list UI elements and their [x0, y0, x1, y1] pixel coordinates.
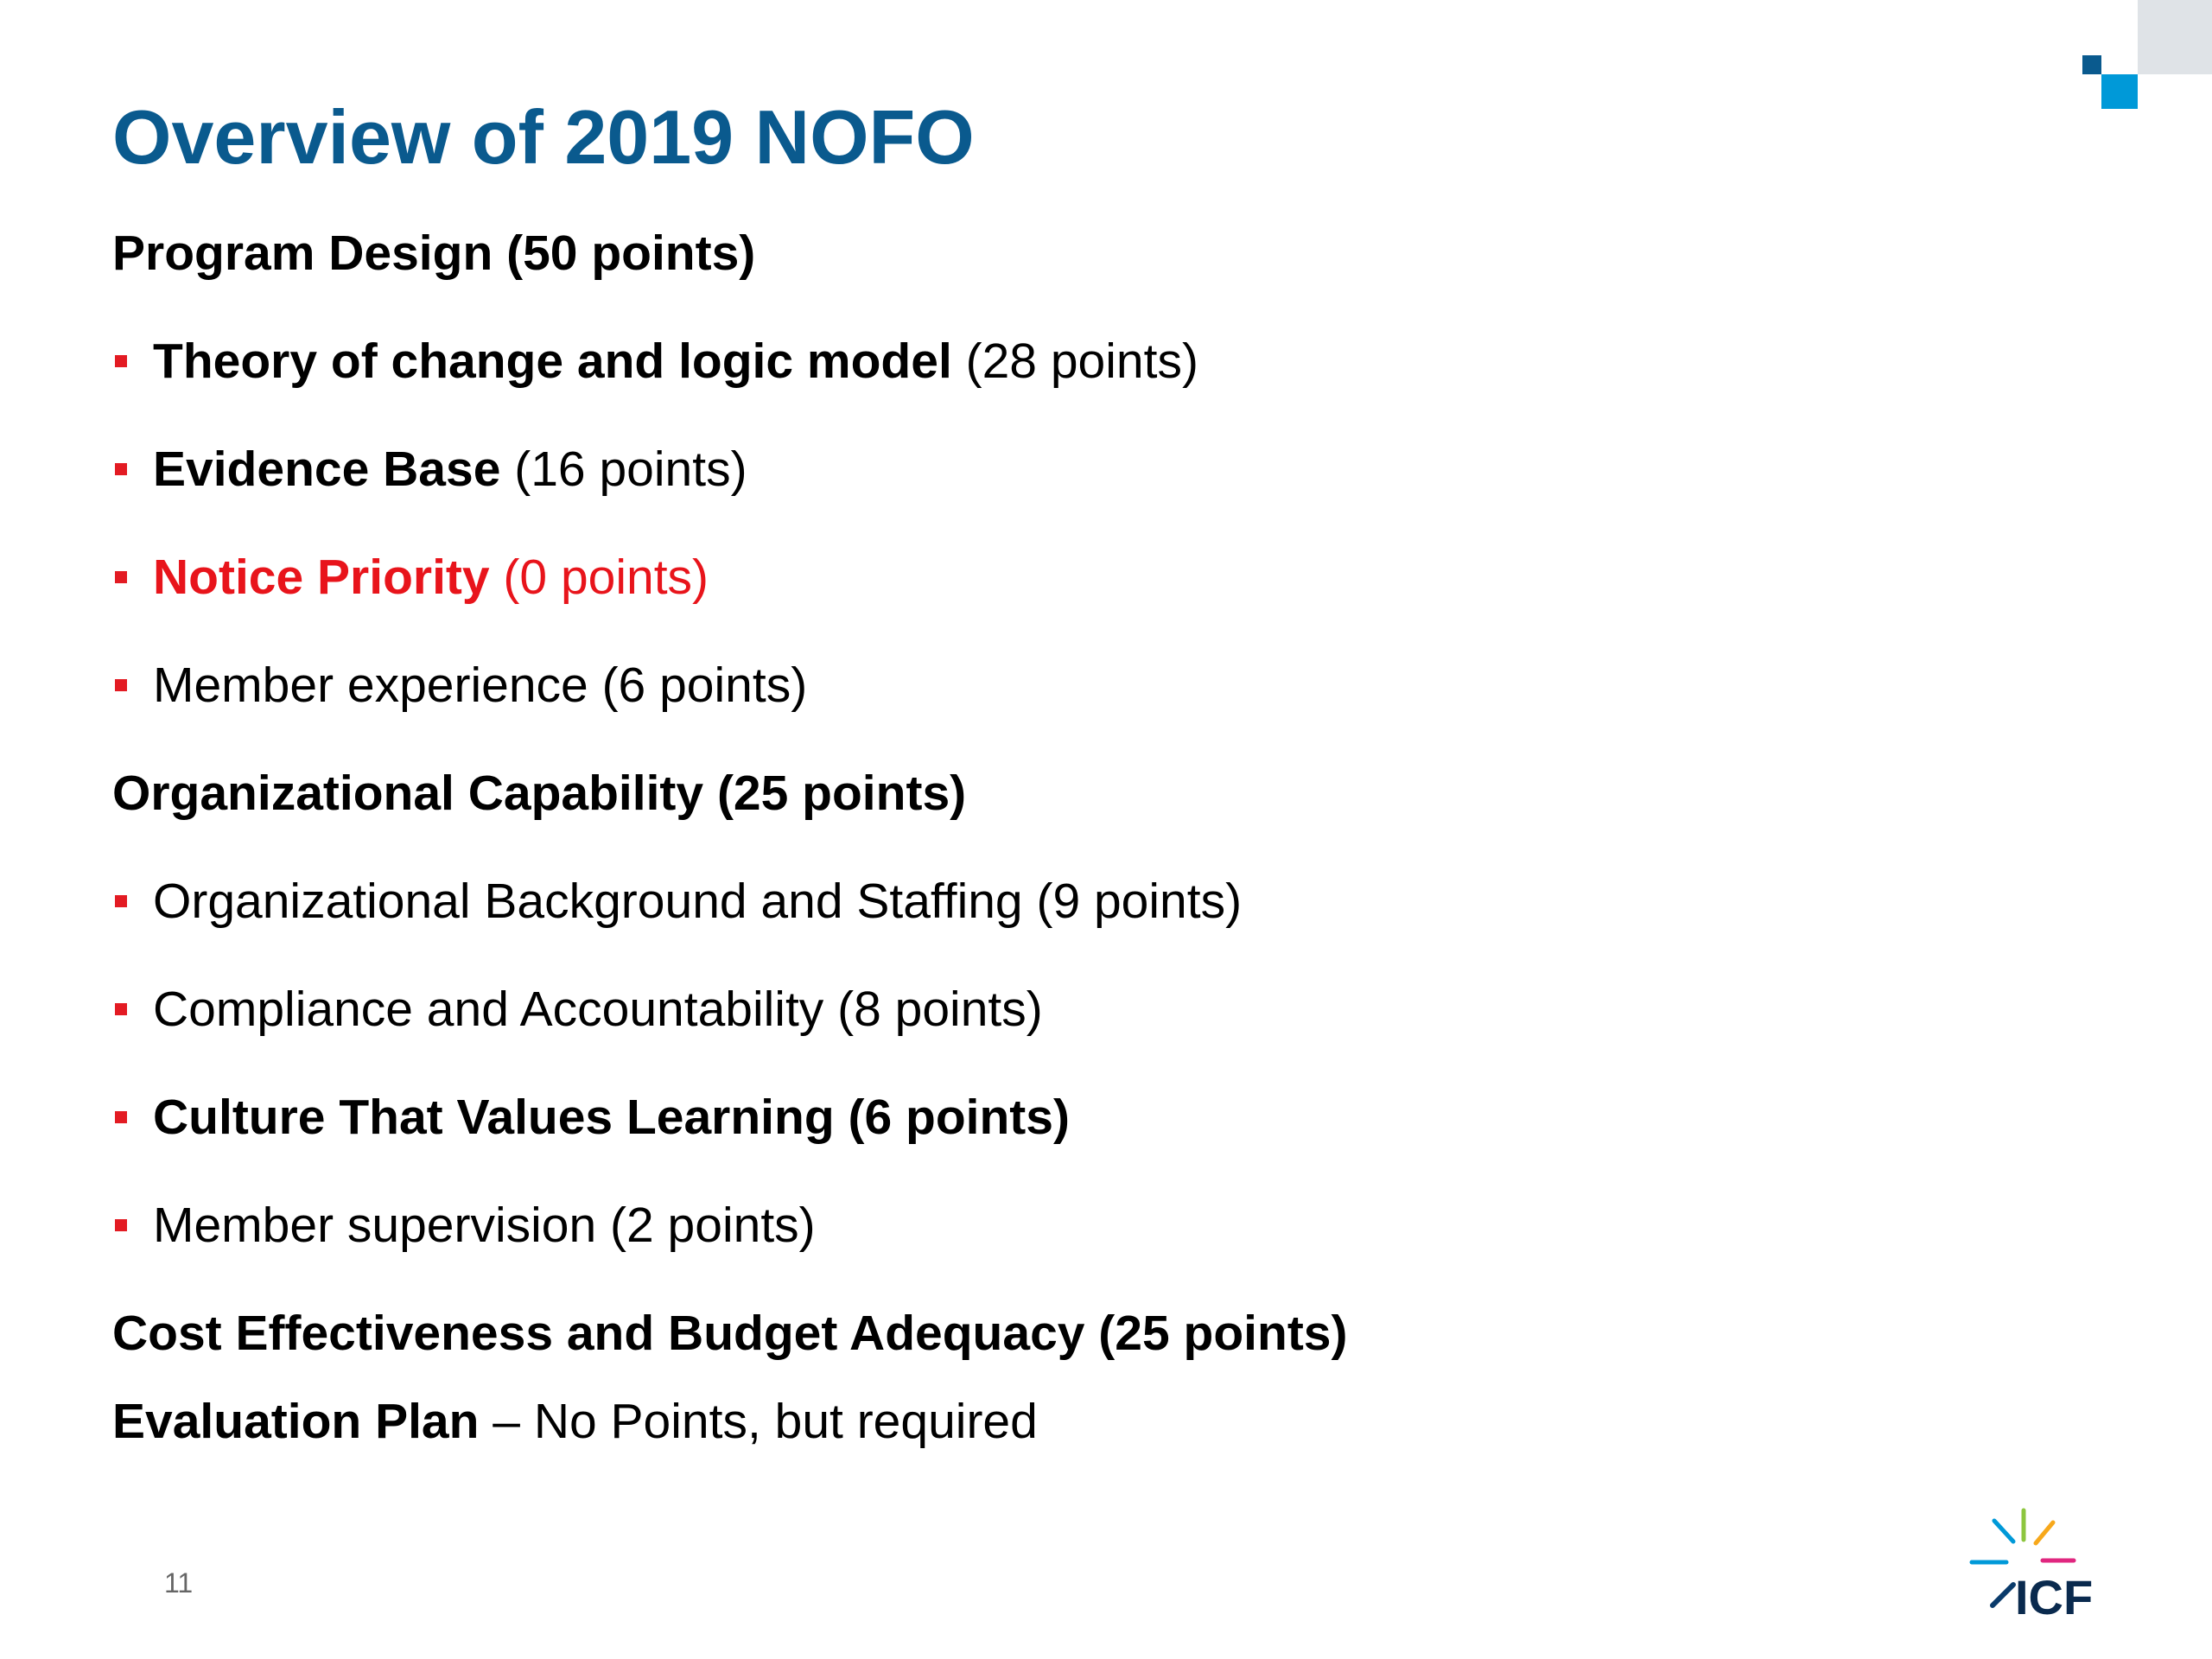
list-item: [153, 982, 1043, 1037]
item-name: Theory of change and logic model: [153, 334, 952, 389]
list-item: [153, 334, 1198, 389]
item-name: Compliance and Accountability (8 points): [153, 982, 1043, 1037]
item-points: (16 points): [500, 442, 747, 497]
list-item: [153, 442, 747, 497]
item-points: (0 points): [489, 550, 709, 605]
icf-burst-logo-icon: [1968, 1503, 2124, 1624]
corner-decoration-icon: [2074, 0, 2212, 112]
list-item: [153, 874, 1243, 929]
item-name: Organizational Background and Staffing (9 points): [153, 874, 1243, 929]
list-item: [153, 1198, 816, 1253]
section-cost-effectiveness: Cost Effectiveness and Budget Adequacy (25 points): [112, 1306, 1348, 1361]
bullet-icon: [115, 571, 127, 583]
list-item: [153, 1090, 1070, 1145]
page-title: Overview of 2019 NOFO: [112, 94, 975, 180]
list-item: [153, 550, 709, 605]
bullet-icon: [115, 355, 127, 367]
item-name: Notice Priority: [153, 550, 490, 605]
bullet-icon: [115, 895, 127, 907]
bullet-icon: [115, 1219, 127, 1231]
section-label: Evaluation Plan: [112, 1394, 480, 1449]
section-suffix: – No Points, but required: [479, 1394, 1038, 1449]
list-item: [153, 658, 808, 713]
item-name: Culture That Values Learning (6 points): [153, 1090, 1070, 1145]
item-points: (28 points): [951, 334, 1198, 389]
section-program-design: Program Design (50 points): [112, 226, 756, 281]
section-organizational-capability: Organizational Capability (25 points): [112, 766, 967, 821]
item-name: Evidence Base: [153, 442, 501, 497]
section-evaluation-plan: [112, 1394, 1038, 1449]
logo-text: ICF: [2015, 1570, 2094, 1624]
item-name: Member supervision (2 points): [153, 1198, 816, 1253]
bullet-icon: [115, 1111, 127, 1123]
bullet-icon: [115, 1003, 127, 1015]
bullet-icon: [115, 463, 127, 475]
page-number: 11: [164, 1567, 194, 1599]
item-name: Member experience (6 points): [153, 658, 808, 713]
bullet-icon: [115, 679, 127, 691]
